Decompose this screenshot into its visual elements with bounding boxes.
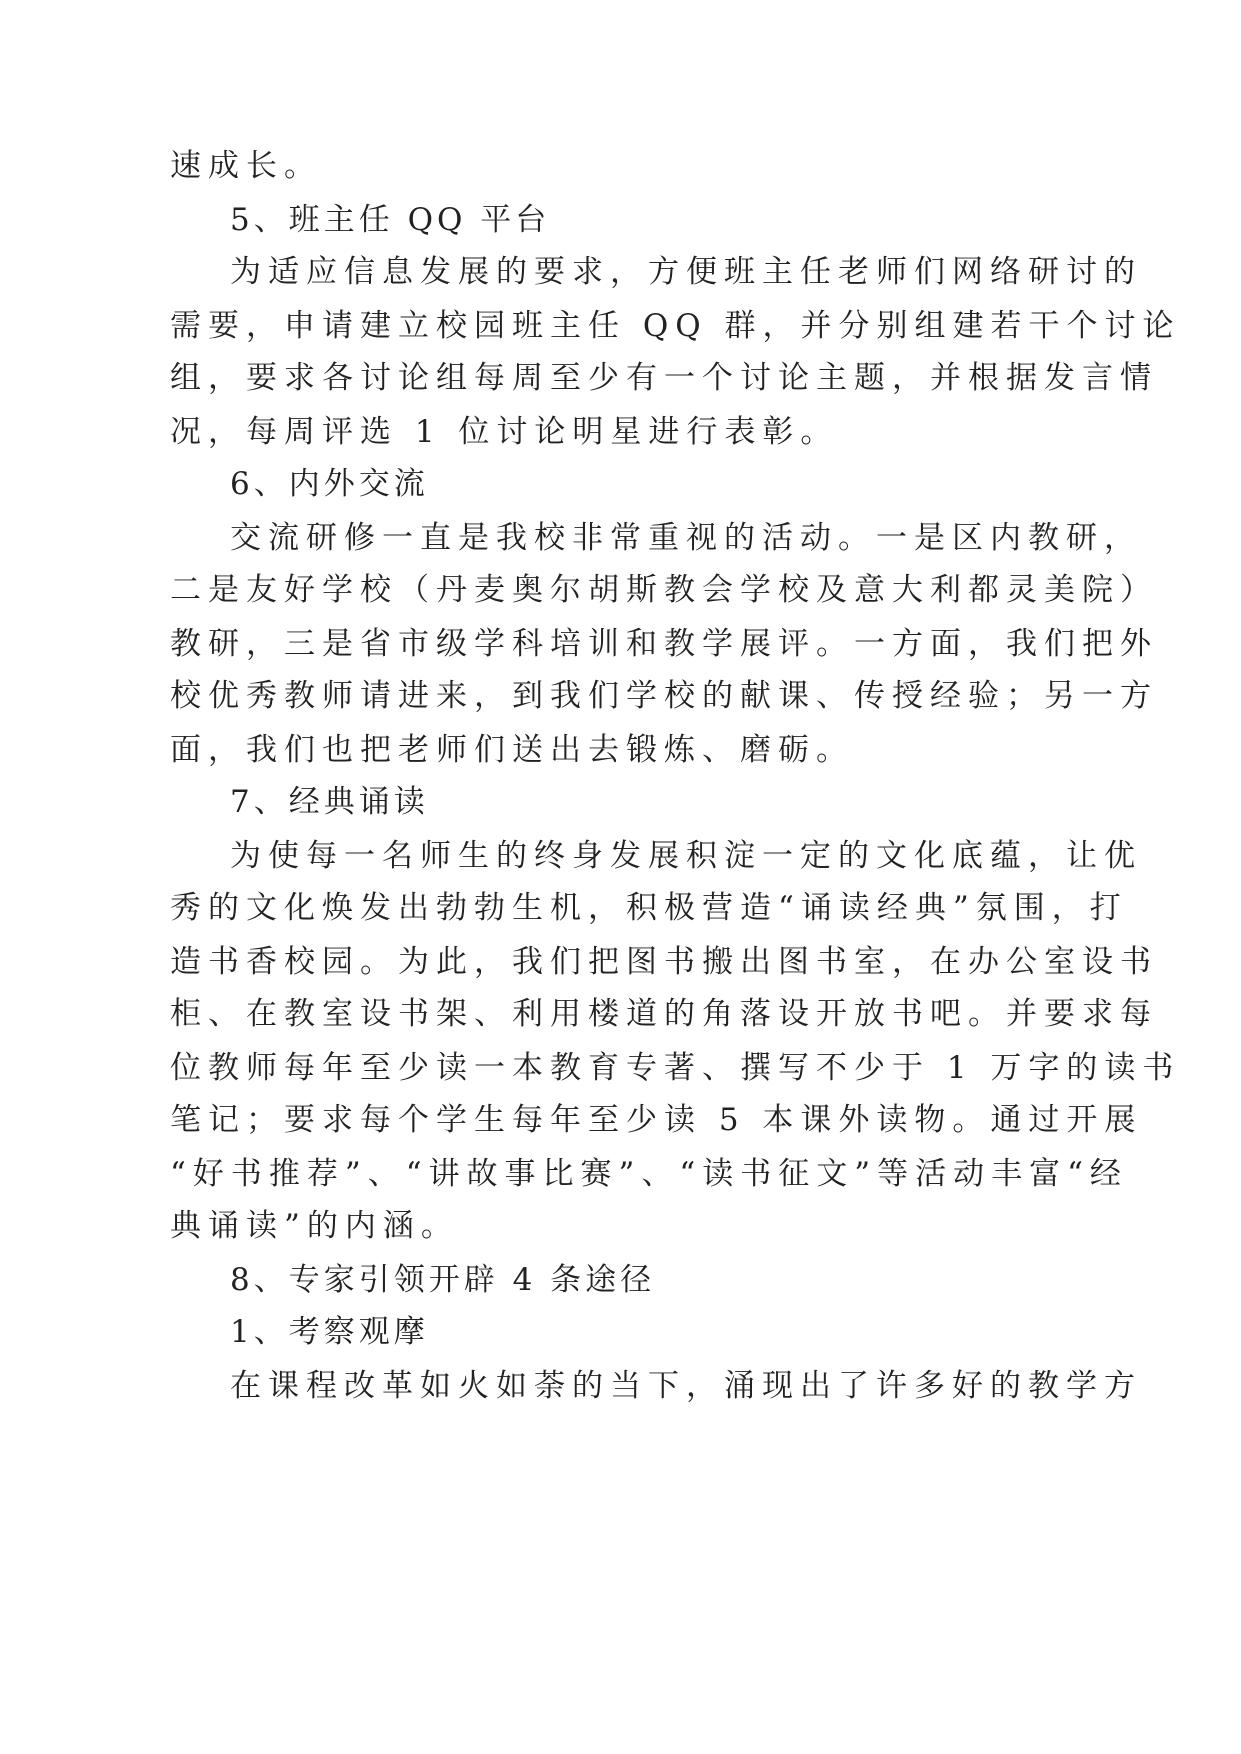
paragraph-line: 二是友好学校（丹麦奥尔胡斯教会学校及意大利都灵美院） — [170, 572, 1158, 608]
section-heading-exchange: 6、内外交流 — [230, 466, 429, 502]
paragraph-line: 秀的文化焕发出勃勃生机，积极营造“诵读经典”氛围，打 — [170, 890, 1128, 926]
paragraph-line: “好书推荐”、“讲故事比赛”、“读书征文”等活动丰富“经 — [170, 1156, 1128, 1192]
paragraph-line: 柜、在教室设书架、利用楼道的角落设开放书吧。并要求每 — [170, 996, 1158, 1032]
paragraph-line: 交流研修一直是我校非常重视的活动。一是区内教研， — [230, 520, 1142, 556]
paragraph-line: 校优秀教师请进来，到我们学校的献课、传授经验；另一方 — [170, 678, 1158, 714]
paragraph-line: 为适应信息发展的要求，方便班主任老师们网络研讨的 — [230, 254, 1142, 290]
paragraph-line: 为使每一名师生的终身发展积淀一定的文化底蕴，让优 — [230, 838, 1142, 874]
section-heading-classics-reading: 7、经典诵读 — [230, 784, 429, 820]
subsection-heading-observation: 1、考察观摩 — [230, 1314, 429, 1350]
paragraph-line: 位教师每年至少读一本教育专著、撰写不少于 1 万字的读书 — [170, 1050, 1181, 1086]
paragraph-line: 笔记；要求每个学生每年至少读 5 本课外读物。通过开展 — [170, 1102, 1143, 1138]
paragraph-line: 面，我们也把老师们送出去锻炼、磨砺。 — [170, 732, 854, 768]
paragraph-line: 需要，申请建立校园班主任 QQ 群，并分别组建若干个讨论 — [170, 308, 1181, 344]
paragraph-line: 造书香校园。为此，我们把图书搬出图书室，在办公室设书 — [170, 944, 1158, 980]
paragraph-line: 典诵读”的内涵。 — [170, 1208, 459, 1244]
paragraph-line: 况，每周评选 1 位讨论明星进行表彰。 — [170, 414, 839, 450]
paragraph-line: 在课程改革如火如荼的当下，涌现出了许多好的教学方 — [230, 1368, 1142, 1404]
section-heading-qq-platform: 5、班主任 QQ 平台 — [230, 202, 551, 238]
text-line-continuation: 速成长。 — [170, 148, 322, 184]
section-heading-expert-guidance: 8、专家引领开辟 4 条途径 — [230, 1262, 656, 1298]
paragraph-line: 教研，三是省市级学科培训和教学展评。一方面，我们把外 — [170, 626, 1158, 662]
paragraph-line: 组，要求各讨论组每周至少有一个讨论主题，并根据发言情 — [170, 360, 1158, 396]
